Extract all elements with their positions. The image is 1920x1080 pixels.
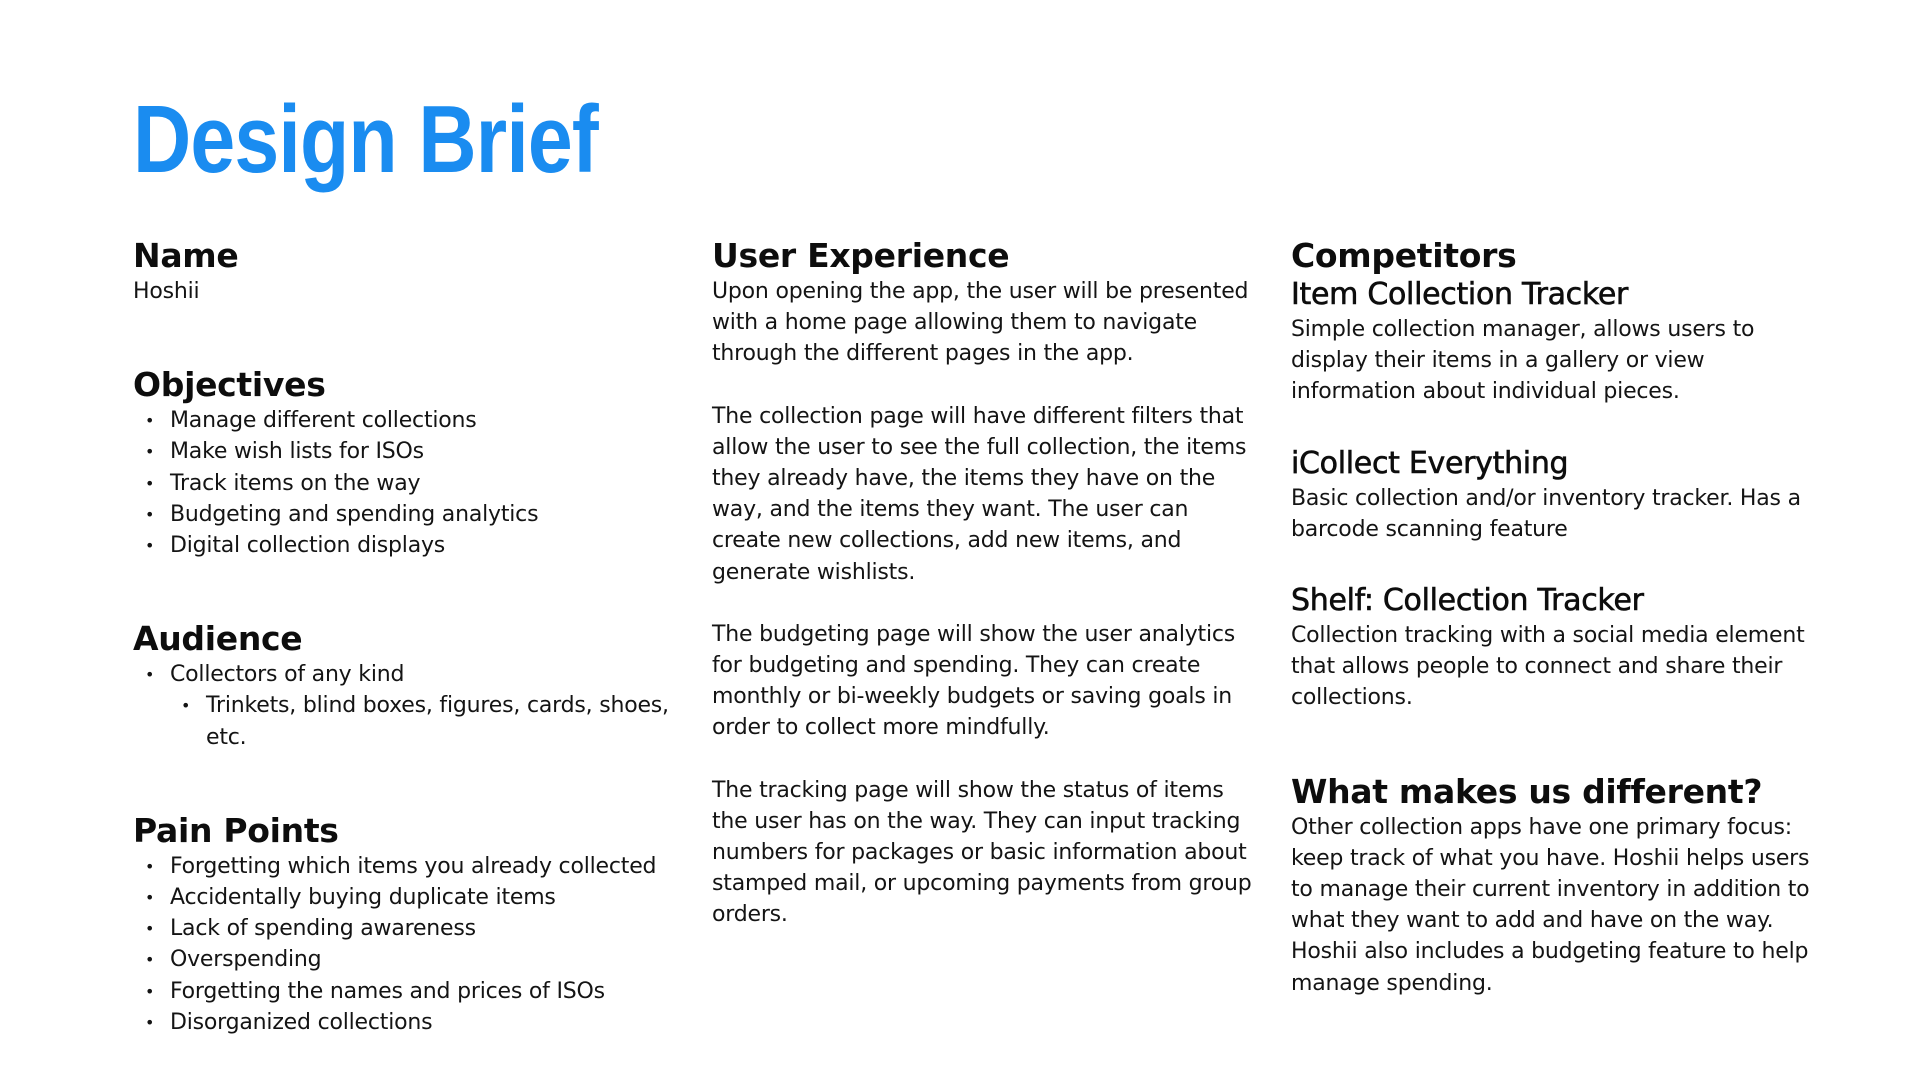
objectives-section [133, 365, 673, 561]
audience-list [133, 659, 673, 753]
competitor-description: Simple collection manager, allows users to display their items in a gallery or view information about individual pieces. [1291, 317, 1755, 405]
competitor-name: Shelf: Collection Tracker [1291, 583, 1644, 619]
pain-points-section [133, 811, 673, 1038]
competitors-section [1291, 236, 1831, 714]
ux-paragraph-tracking: The tracking page will show the status of items the user has on the way. They can input tracking numbers for packages or basic information about stamped mail, or upcoming payments from group orders. [712, 777, 1252, 928]
pain-points-heading: Pain Points [133, 810, 339, 850]
name-heading: Name [133, 236, 239, 275]
pain-point-item: • Forgetting which items you already collected [133, 851, 673, 882]
objectives-list [133, 405, 673, 561]
page-title: Design Brief [133, 86, 598, 193]
pain-point-item: • Overspending [133, 944, 673, 975]
name-section [133, 236, 673, 307]
objective-item: • Make wish lists for ISOs [133, 436, 673, 467]
pain-points-list [133, 851, 673, 1038]
right-column [1291, 236, 1831, 999]
differentiator-heading: What makes us different? [1291, 771, 1763, 811]
objective-item: • Manage different collections [133, 405, 673, 436]
audience-heading: Audience [133, 619, 303, 659]
pain-point-item: • Lack of spending awareness [133, 913, 673, 944]
pain-point-item: • Accidentally buying duplicate items [133, 882, 673, 913]
competitor-name: Item Collection Tracker [1291, 277, 1629, 312]
objective-item: • Digital collection displays [133, 530, 673, 561]
competitor-entry [1291, 276, 1831, 408]
competitor-description: Collection tracking with a social media element that allows people to connect and share their collections. [1291, 623, 1805, 711]
audience-subitem: • Trinkets, blind boxes, figures, cards, shoes, etc. [133, 690, 673, 752]
differentiator-section [1291, 772, 1831, 999]
user-experience-section [712, 236, 1252, 931]
ux-paragraph-collection: The collection page will have different filters that allow the user to see the full collection, the items they already have, the items they have on the way, and the items they want. The user can create new collections, add new items, and generate wishlists. [712, 403, 1247, 585]
objective-item: • Budgeting and spending analytics [133, 499, 673, 530]
objective-item: • Track items on the way [133, 468, 673, 499]
competitor-entry [1291, 582, 1831, 714]
pain-point-item: • Disorganized collections [133, 1007, 673, 1038]
ux-paragraph-budgeting: The budgeting page will show the user analytics for budgeting and spending. They can create monthly or bi-weekly budgets or saving goals in order to collect more mindfully. [712, 621, 1236, 741]
ux-paragraph-home: Upon opening the app, the user will be presented with a home page allowing them to navigate through the different pages in the app. [712, 279, 1249, 367]
left-column [133, 236, 673, 1038]
audience-item: • Collectors of any kind [133, 659, 673, 690]
competitor-name: iCollect Everything [1291, 445, 1569, 481]
objectives-heading: Objectives [133, 365, 326, 405]
competitors-heading: Competitors [1291, 236, 1517, 275]
audience-section [133, 619, 673, 753]
competitor-entry [1291, 445, 1831, 545]
middle-column [712, 236, 1252, 931]
differentiator-text: Other collection apps have one primary focus: keep track of what you have. Hoshii helps users to manage their current inventory in addition to what they want to add and have on the way. Hoshii also includes a budgeting feature to help manage spending. [1291, 814, 1810, 996]
user-experience-heading: User Experience [712, 236, 1010, 275]
app-name-value: Hoshii [133, 279, 200, 304]
competitor-description: Basic collection and/or inventory tracker. Has a barcode scanning feature [1291, 485, 1801, 542]
pain-point-item: • Forgetting the names and prices of ISOs [133, 976, 673, 1007]
